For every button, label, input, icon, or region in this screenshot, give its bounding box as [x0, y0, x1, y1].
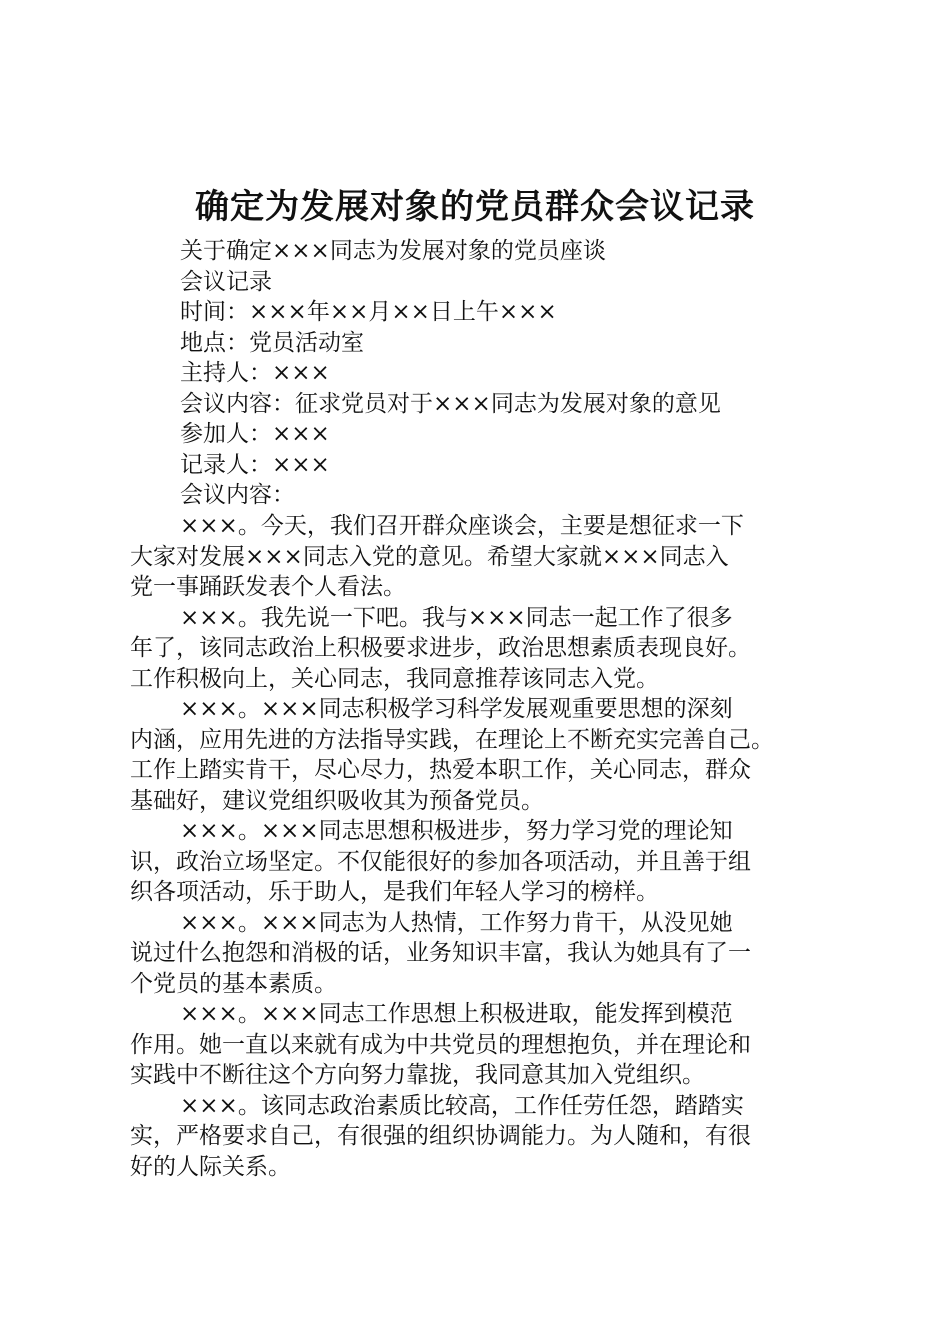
meta-line-subject: 关于确定×××同志为发展对象的党员座谈 [180, 238, 606, 264]
paragraph-line: 识，政治立场坚定。不仅能很好的参加各项活动，并且善于组 [130, 848, 751, 875]
paragraph-line: 工作积极向上，关心同志，我同意推荐该同志入党。 [130, 665, 659, 692]
paragraph-line: ×××。×××同志思想积极进步，努力学习党的理论知 [180, 818, 733, 844]
paragraph-line: 织各项活动，乐于助人，是我们年轻人学习的榜样。 [130, 879, 659, 905]
document-title: 确定为发展对象的党员群众会议记录 [195, 187, 755, 227]
paragraph-line: ×××。该同志政治素质比较高，工作任劳任怨，踏踏实 [180, 1092, 744, 1119]
paragraph [130, 1091, 830, 1183]
paragraph-line: 作用。她一直以来就有成为中共党员的理想抱负，并在理论和 [130, 1031, 751, 1058]
paragraph [130, 999, 830, 1091]
paragraph [130, 816, 830, 908]
paragraph-line: ×××。我先说一下吧。我与×××同志一起工作了很多 [180, 604, 733, 631]
meta-line-recorder: 记录人：××× [180, 451, 330, 478]
paragraph-line: 实践中不断往这个方向努力靠拢，我同意其加入党组织。 [130, 1062, 705, 1088]
paragraph-line: ×××。×××同志工作思想上积极进取，能发挥到模范 [180, 1001, 733, 1027]
paragraph [130, 908, 830, 1000]
meta-line-agenda: 会议内容：征求党员对于×××同志为发展对象的意见 [180, 390, 721, 417]
meta-line-attendees: 参加人：××× [180, 421, 330, 447]
paragraph [130, 511, 830, 603]
paragraph-line: ×××。×××同志为人热情，工作努力肯干，从没见她 [180, 909, 733, 936]
meta-line-content-heading: 会议内容： [180, 482, 295, 508]
paragraph-line: 实，严格要求自己，有很强的组织协调能力。为人随和，有很 [130, 1123, 751, 1149]
meeting-meta [180, 236, 880, 511]
paragraph [130, 603, 830, 695]
paragraph-line: 大家对发展×××同志入党的意见。希望大家就×××同志入 [130, 543, 729, 570]
paragraph-line: ×××。今天，我们召开群众座谈会，主要是想征求一下 [180, 513, 744, 539]
paragraph-line: 基础好，建议党组织吸收其为预备党员。 [130, 787, 544, 814]
paragraph-line: 个党员的基本素质。 [130, 970, 337, 997]
meta-line-time: 时间：×××年××月××日上午××× [180, 299, 557, 325]
paragraph-line: ×××。×××同志积极学习科学发展观重要思想的深刻 [180, 696, 733, 722]
meta-line-location: 地点：党员活动室 [180, 329, 364, 356]
meta-line-host: 主持人：××× [180, 360, 330, 386]
paragraph-line: 党一事踊跃发表个人看法。 [130, 574, 406, 600]
paragraph-line: 工作上踏实肯干，尽心尽力，热爱本职工作，关心同志，群众 [130, 757, 751, 783]
paragraph-line: 好的人际关系。 [130, 1153, 291, 1180]
paragraph [130, 694, 830, 816]
paragraph-line: 年了，该同志政治上积极要求进步，政治思想素质表现良好。 [130, 635, 751, 661]
meeting-content [130, 511, 830, 1182]
paragraph-line: 内涵，应用先进的方法指导实践，在理论上不断充实完善自己。 [130, 726, 774, 753]
paragraph-line: 说过什么抱怨和消极的话，业务知识丰富，我认为她具有了一 [130, 940, 751, 966]
meta-line-record: 会议记录 [180, 268, 272, 295]
